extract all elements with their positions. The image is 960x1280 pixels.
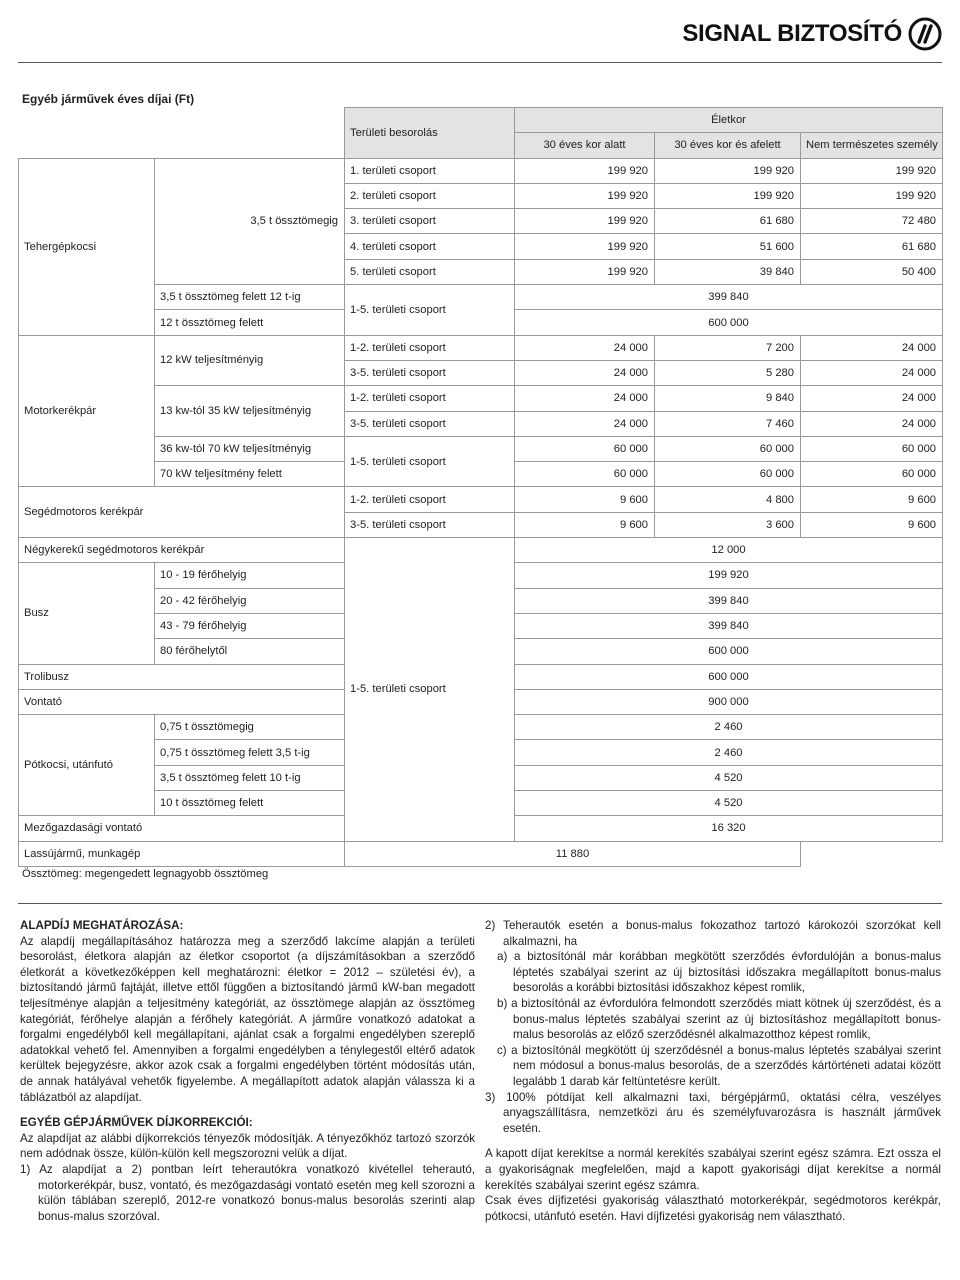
subcategory-label: 70 kW teljesítmény felett [155, 462, 345, 487]
value-cell: 600 000 [515, 310, 943, 335]
subcategory-label: 0,75 t össztömegig [155, 715, 345, 740]
table-row [19, 386, 943, 411]
value-cell: 11 880 [345, 841, 801, 866]
header-under30: 30 éves kor alatt [515, 133, 655, 158]
header-region: Területi besorolás [345, 108, 515, 159]
value-cell: 61 680 [655, 209, 801, 234]
region-cell: 1-5. területi csoport [345, 285, 515, 336]
category-label: Trolibusz [19, 664, 345, 689]
value-cell: 5 280 [655, 360, 801, 385]
value-cell: 199 920 [515, 158, 655, 183]
value-cell: 60 000 [801, 462, 943, 487]
region-cell: 1-5. területi csoport [345, 436, 515, 487]
subcategory-label: 0,75 t össztömeg felett 3,5 t-ig [155, 740, 345, 765]
value-cell: 9 840 [655, 386, 801, 411]
table-footnote: Össztömeg: megengedett legnagyobb össztömeg [22, 868, 269, 880]
subcategory-label: 80 férőhelytől [155, 639, 345, 664]
value-cell: 60 000 [655, 462, 801, 487]
region-cell: 3-5. területi csoport [345, 512, 515, 537]
subcategory-label: 3,5 t össztömegig [155, 158, 345, 284]
region-cell: 3. területi csoport [345, 209, 515, 234]
value-cell: 4 520 [515, 791, 943, 816]
value-cell: 24 000 [801, 335, 943, 360]
category-label: Tehergépkocsi [19, 158, 155, 335]
header-nonnatural: Nem természetes személy [801, 133, 943, 158]
table-row [19, 487, 943, 512]
region-cell: 1-2. területi csoport [345, 386, 515, 411]
table-row [19, 841, 943, 866]
value-cell: 9 600 [801, 512, 943, 537]
right-text-column [485, 918, 941, 1224]
header-divider [18, 62, 942, 63]
subcategory-label: 13 kw-tól 35 kW teljesítményig [155, 386, 345, 437]
value-cell: 199 920 [515, 209, 655, 234]
list-item: 2) Teherautók esetén a bonus-malus fokozathoz tartozó károkozói szorzókat kell alkalmazni, ha [485, 919, 941, 948]
value-cell: 199 920 [801, 158, 943, 183]
region-cell: 1-5. területi csoport [345, 538, 515, 842]
value-cell: 72 480 [801, 209, 943, 234]
value-cell: 3 600 [655, 512, 801, 537]
brand-header [682, 14, 942, 54]
region-cell: 5. területi csoport [345, 259, 515, 284]
region-cell: 1-2. területi csoport [345, 487, 515, 512]
value-cell: 60 000 [515, 436, 655, 461]
table-title: Egyéb járművek éves díjai (Ft) [22, 92, 195, 106]
value-cell: 199 920 [515, 183, 655, 208]
subcategory-label: 3,5 t össztömeg felett 12 t-ig [155, 285, 345, 310]
subcategory-label: 12 t össztömeg felett [155, 310, 345, 335]
subcategory-label: 12 kW teljesítményig [155, 335, 345, 386]
category-label: Lassújármű, munkagép [19, 841, 345, 866]
value-cell: 51 600 [655, 234, 801, 259]
value-cell: 199 920 [655, 158, 801, 183]
value-cell: 7 200 [655, 335, 801, 360]
table-row [19, 335, 943, 360]
value-cell: 4 800 [655, 487, 801, 512]
list-item: c) a biztosítónál megkötött új szerződésnél a bonus-malus léptetés szabályai szerint nem módosul a bonus-malus besorolás, de a szerződés kártörténeti adatai között legalább 1 darab kár feltüntetésre került. [497, 1043, 941, 1088]
value-cell: 399 840 [515, 588, 943, 613]
value-cell: 4 520 [515, 765, 943, 790]
table-header-row [19, 108, 943, 133]
subcategory-label: 43 - 79 férőhelyig [155, 613, 345, 638]
paragraph: Csak éves díjfizetési gyakoriság választható motorkerékpár, segédmotoros kerékpár, pótkocsi, utánfutó esetén. Havi díjfizetési gyakoriság nem választható. [485, 1194, 941, 1223]
value-cell: 9 600 [515, 512, 655, 537]
value-cell: 60 000 [655, 436, 801, 461]
signal-logo-icon [908, 17, 942, 51]
section-heading: ALAPDÍJ MEGHATÁROZÁSA: [20, 919, 184, 932]
subcategory-label: 3,5 t össztömeg felett 10 t-ig [155, 765, 345, 790]
value-cell: 199 920 [655, 183, 801, 208]
value-cell: 2 460 [515, 740, 943, 765]
paragraph: Az alapdíj megállapításához határozza meg a szerződő lakcíme alapján a területi besorolást, életkora alapján az életkor csoportot (a díjszámításokban a szerződő életkorát a következőképpen kell meghatározni: életkor = 2012 – születési év), a biztosítandó jármű fajtáját, illetve ettől függően a biztosítandó jármű kW-ban megadott teljesítménye alapján a teljesítmény kategóriát, az össztömege alapján az össztömeg kategóriát, férőhelye alapján a férőhely kategóriát. A járműre vonatkozó adatokat a forgalmi engedélyből kell megállapítani, ajánlat csak a forgalmi engedélyben szereplő adatokkal vehető fel. Amennyiben a forgalmi engedélyben a ténylegestől eltérő adatok kerültek bejegyzésre, akkor azok csak a forgalmi engedélyben történt módosítás után, de annak hatályával vehetők figyelembe. A megállapított adatok alapján válassza ki a táblázatból az alapdíjat. [20, 934, 475, 1104]
region-cell: 4. területi csoport [345, 234, 515, 259]
value-cell: 600 000 [515, 664, 943, 689]
subcategory-label: 10 t össztömeg felett [155, 791, 345, 816]
list-item: b) a biztosítónál az évfordulóra felmondott szerződés miatt kötnek új szerződést, és a bonus-malus léptetés szabályai szerint az új biztosításhoz megállapított bonus-malus besorolás az előző szerződésnél alkalmazotthoz képest romlik, [497, 996, 941, 1042]
left-text-column [20, 918, 475, 1224]
value-cell: 399 840 [515, 613, 943, 638]
value-cell: 24 000 [515, 360, 655, 385]
list-item: 3) 100% pótdíjat kell alkalmazni taxi, bérgépjármű, oktatási célra, veszélyes anyagszállításra, nemzetközi áru és személyfuvarozásra is használt járművek esetén. [485, 1090, 941, 1135]
value-cell: 39 840 [655, 259, 801, 284]
header-30plus: 30 éves kor és afelett [655, 133, 801, 158]
category-label: Négykerekű segédmotoros kerékpár [19, 538, 345, 563]
table-row [19, 436, 943, 461]
category-label: Pótkocsi, utánfutó [19, 715, 155, 816]
category-label: Motorkerékpár [19, 335, 155, 487]
value-cell: 7 460 [655, 411, 801, 436]
paragraph: Az alapdíjat az alábbi díjkorrekciós tényezők módosítják. A tényezőkhöz tartozó szorzók nem adódnak össze, külön-külön kell megszorozni velük a díjat. [20, 1131, 475, 1161]
value-cell: 16 320 [515, 816, 943, 841]
brand-name: SIGNAL BIZTOSÍTÓ [682, 20, 902, 47]
region-cell: 3-5. területi csoport [345, 411, 515, 436]
value-cell: 12 000 [515, 538, 943, 563]
paragraph: A kapott díjat kerekítse a normál kerekítés szabályai szerint egész számra. Ezt ossza el a gyakoriságnak megfelelően, majd a kapott gyakorisági díjat kerekítse a normál kerekítés szabályai szerint egész számra. [485, 1147, 941, 1192]
value-cell: 199 920 [515, 234, 655, 259]
section-heading: EGYÉB GÉPJÁRMŰVEK DÍJKORREKCIÓI: [20, 1116, 253, 1130]
value-cell: 600 000 [515, 639, 943, 664]
value-cell: 900 000 [515, 689, 943, 714]
list-item: a) a biztosítónál már korábban megkötött szerződés évfordulóján a bonus-malus léptetés szabályai szerint az új biztosítási időszakra megállapított bonus-malus besorolás a korábbi biztosítási időszakhoz képest romlik, [497, 950, 941, 995]
subcategory-label: 20 - 42 férőhelyig [155, 588, 345, 613]
region-cell: 3-5. területi csoport [345, 360, 515, 385]
value-cell: 24 000 [801, 411, 943, 436]
value-cell: 60 000 [801, 436, 943, 461]
category-label: Vontató [19, 689, 345, 714]
table-row [19, 158, 943, 183]
value-cell: 199 920 [515, 563, 943, 588]
header-age: Életkor [515, 108, 943, 133]
subcategory-label: 10 - 19 férőhelyig [155, 563, 345, 588]
value-cell: 61 680 [801, 234, 943, 259]
value-cell: 24 000 [801, 386, 943, 411]
value-cell: 50 400 [801, 259, 943, 284]
rates-table [18, 107, 943, 867]
value-cell: 9 600 [515, 487, 655, 512]
table-row [19, 538, 943, 563]
category-label: Segédmotoros kerékpár [19, 487, 345, 538]
category-label: Busz [19, 563, 155, 664]
list-item: 1) Az alapdíjat a 2) pontban leírt teherautókra vonatkozó kivétellel teherautó, motorkerékpár, busz, vontató, és mezőgazdasági vontató esetén meg kell szorozni a külön táblában szereplő, 2012-re vonatkozó bonus-malus besorolás szerinti alap bonus-malus szorzóval. [20, 1162, 475, 1223]
category-label: Mezőgazdasági vontató [19, 816, 345, 841]
value-cell: 24 000 [515, 411, 655, 436]
value-cell: 2 460 [515, 715, 943, 740]
table-row [19, 285, 943, 310]
value-cell: 9 600 [801, 487, 943, 512]
region-cell: 2. területi csoport [345, 183, 515, 208]
value-cell: 24 000 [801, 360, 943, 385]
value-cell: 24 000 [515, 386, 655, 411]
value-cell: 199 920 [515, 259, 655, 284]
value-cell: 399 840 [515, 285, 943, 310]
value-cell: 199 920 [801, 183, 943, 208]
value-cell: 24 000 [515, 335, 655, 360]
value-cell: 60 000 [515, 462, 655, 487]
subcategory-label: 36 kw-tól 70 kW teljesítményig [155, 436, 345, 461]
section-divider [18, 903, 942, 904]
region-cell: 1. területi csoport [345, 158, 515, 183]
region-cell: 1-2. területi csoport [345, 335, 515, 360]
